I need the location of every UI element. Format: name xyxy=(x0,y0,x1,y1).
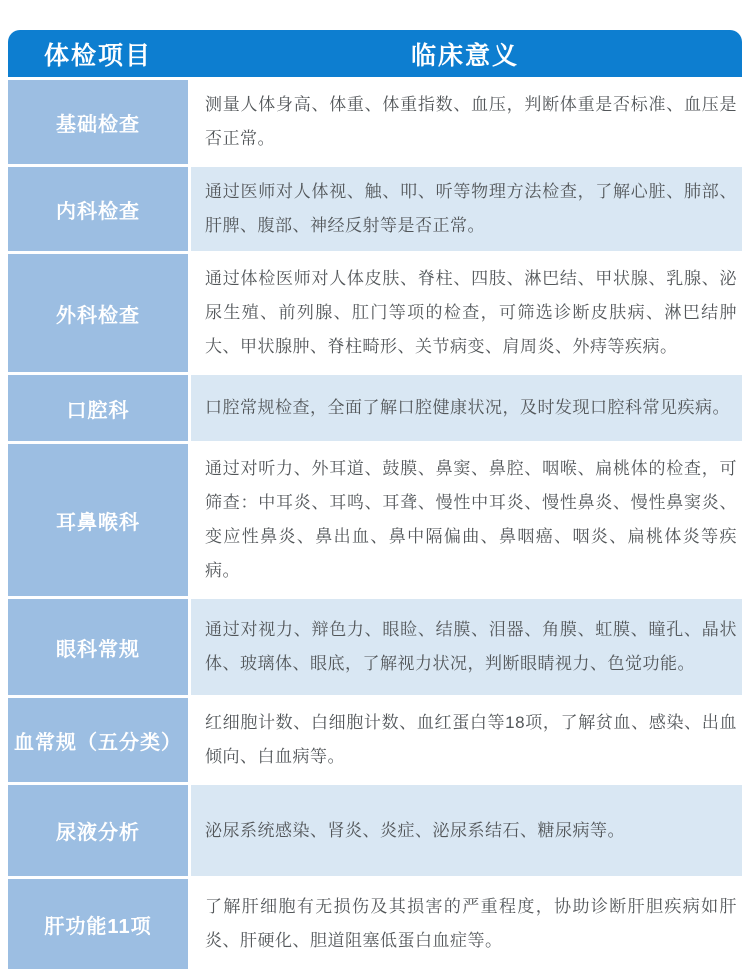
clinical-meaning-text: 通过医师对人体视、触、叩、听等物理方法检查，了解心脏、肺部、肝脾、腹部、神经反射等是否正常。 xyxy=(205,182,737,235)
exam-item-label: 外科检查 xyxy=(56,304,140,327)
clinical-meaning-cell xyxy=(191,879,742,969)
column-header-exam-item: 体检项目 xyxy=(43,41,152,70)
clinical-meaning-text: 通过对听力、外耳道、鼓膜、鼻窦、鼻腔、咽喉、扁桃体的检查，可筛查：中耳炎、耳鸣、耳聋、慢性中耳炎、慢性鼻炎、慢性鼻窦炎、变应性鼻炎、鼻出血、鼻中隔偏曲、鼻咽癌、咽炎、扁桃体炎等疾病。 xyxy=(205,459,737,580)
exam-item-label: 血常规（五分类） xyxy=(14,731,182,754)
clinical-meaning-cell xyxy=(191,785,742,876)
table-row xyxy=(8,80,742,164)
clinical-meaning-cell xyxy=(191,444,742,596)
exam-item-cell xyxy=(8,254,188,372)
clinical-meaning-text: 泌尿系统感染、肾炎、炎症、泌尿系结石、糖尿病等。 xyxy=(205,820,625,840)
clinical-meaning-cell xyxy=(191,599,742,695)
table-row xyxy=(8,785,742,876)
table-row xyxy=(8,254,742,372)
exam-item-cell xyxy=(8,80,188,164)
medical-exam-table xyxy=(8,30,742,969)
exam-item-label: 尿液分析 xyxy=(56,822,140,844)
exam-item-label: 眼科常规 xyxy=(56,638,140,661)
exam-item-cell xyxy=(8,698,188,782)
clinical-meaning-text: 测量人体身高、体重、体重指数、血压，判断体重是否标准、血压是否正常。 xyxy=(205,95,737,148)
clinical-meaning-cell xyxy=(191,375,742,441)
clinical-meaning-cell xyxy=(191,80,742,164)
exam-item-label: 口腔科 xyxy=(66,399,130,422)
exam-item-cell xyxy=(8,375,188,441)
exam-item-label: 耳鼻喉科 xyxy=(56,511,140,534)
exam-item-label: 肝功能11项 xyxy=(44,915,152,938)
exam-item-cell xyxy=(8,167,188,251)
table-row xyxy=(8,167,742,251)
exam-item-cell xyxy=(8,444,188,596)
clinical-meaning-text: 通过对视力、辩色力、眼睑、结膜、泪器、角膜、虹膜、瞳孔、晶状体、玻璃体、眼底，了解视力状况，判断眼睛视力、色觉功能。 xyxy=(205,620,737,673)
exam-item-label: 内科检查 xyxy=(56,200,140,223)
table-row xyxy=(8,375,742,441)
table-header-row xyxy=(8,30,742,77)
exam-item-cell xyxy=(8,599,188,695)
clinical-meaning-cell xyxy=(191,698,742,782)
table-row xyxy=(8,444,742,596)
column-header-clinical-meaning: 临床意义 xyxy=(410,41,519,70)
table-row xyxy=(8,698,742,782)
clinical-meaning-text: 红细胞计数、白细胞计数、血红蛋白等18项，了解贫血、感染、出血倾向、白血病等。 xyxy=(205,713,737,766)
clinical-meaning-text: 了解肝细胞有无损伤及其损害的严重程度，协助诊断肝胆疾病如肝炎、肝硬化、胆道阻塞低蛋白血症等。 xyxy=(205,897,737,950)
clinical-meaning-cell xyxy=(191,254,742,372)
clinical-meaning-text: 通过体检医师对人体皮肤、脊柱、四肢、淋巴结、甲状腺、乳腺、泌尿生殖、前列腺、肛门等项的检查，可筛选诊断皮肤病、淋巴结肿大、甲状腺肿、脊柱畸形、关节病变、肩周炎、外痔等疾病。 xyxy=(205,269,737,356)
table-row xyxy=(8,599,742,695)
table-row xyxy=(8,879,742,969)
clinical-meaning-text: 口腔常规检查，全面了解口腔健康状况，及时发现口腔科常见疾病。 xyxy=(205,398,730,417)
exam-item-cell xyxy=(8,785,188,876)
clinical-meaning-cell xyxy=(191,167,742,251)
table-body xyxy=(8,80,742,969)
exam-item-label: 基础检查 xyxy=(56,113,140,136)
exam-item-cell xyxy=(8,879,188,969)
